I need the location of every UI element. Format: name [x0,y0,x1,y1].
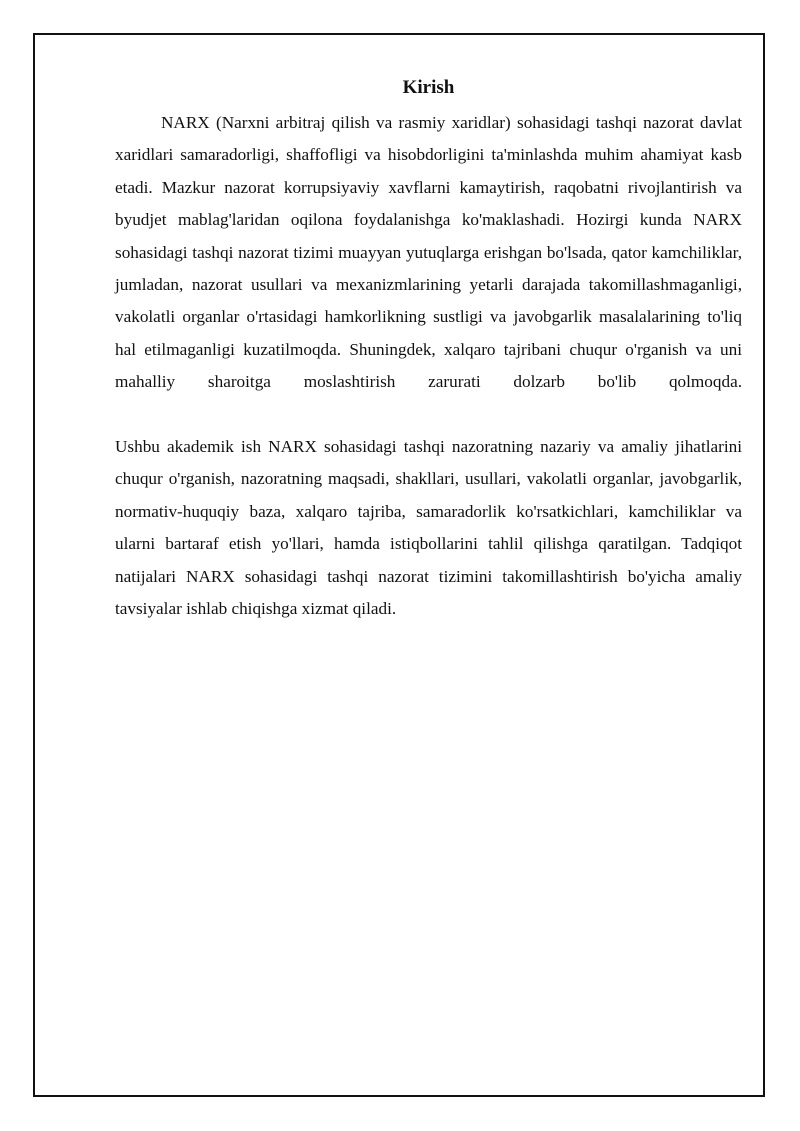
body-text [115,107,742,625]
section-heading: Kirish [402,77,455,98]
paragraph-introduction: NARX (Narxni arbitraj qilish va rasmiy xaridlar) sohasidagi tashqi nazorat davlat xaridlari samaradorligi, shaffofligi va hisobdorligini ta'minlashda muhim ahamiyat kasb etadi. Mazkur nazorat korrupsiyaviy xavflarni kamaytirish, raqobatni rivojlantirish va byudjet mablag'laridan oqilona foydalanishga ko'maklashadi. Hozirgi kunda NARX sohasidagi tashqi nazorat tizimi muayyan yutuqlarga erishgan bo'lsada, qator kamchiliklar, jumladan, nazorat usullari va mexanizmlarining yetarli darajada takomillashmaganligi, vakolatli organlar o'rtasidagi hamkorlikning sustligi va javobgarlik masalalarining to'liq hal etilmaganligi kuzatilmoqda. Shuningdek, xalqaro tajribani chuqur o'rganish va uni mahalliy sharoitga moslashtirish zarurati dolzarb bo'lib qolmoqda. [115,113,742,392]
paragraph-purpose: Ushbu akademik ish NARX sohasidagi tashqi nazoratning nazariy va amaliy jihatlarini chuqur o'rganish, nazoratning maqsadi, shakllari, usullari, vakolatli organlar, javobgarlik, normativ-huquqiy baza, xalqaro tajriba, samaradorlik ko'rsatkichlari, kamchiliklar va ularni bartaraf etish yo'llari, hamda istiqbollarini tahlil qilishga qaratilgan. Tadqiqot natijalari NARX sohasidagi tashqi nazorat tizimini takomillashtirish bo'yicha amaliy tavsiyalar ishlab chiqishga xizmat qiladi. [115,437,742,619]
